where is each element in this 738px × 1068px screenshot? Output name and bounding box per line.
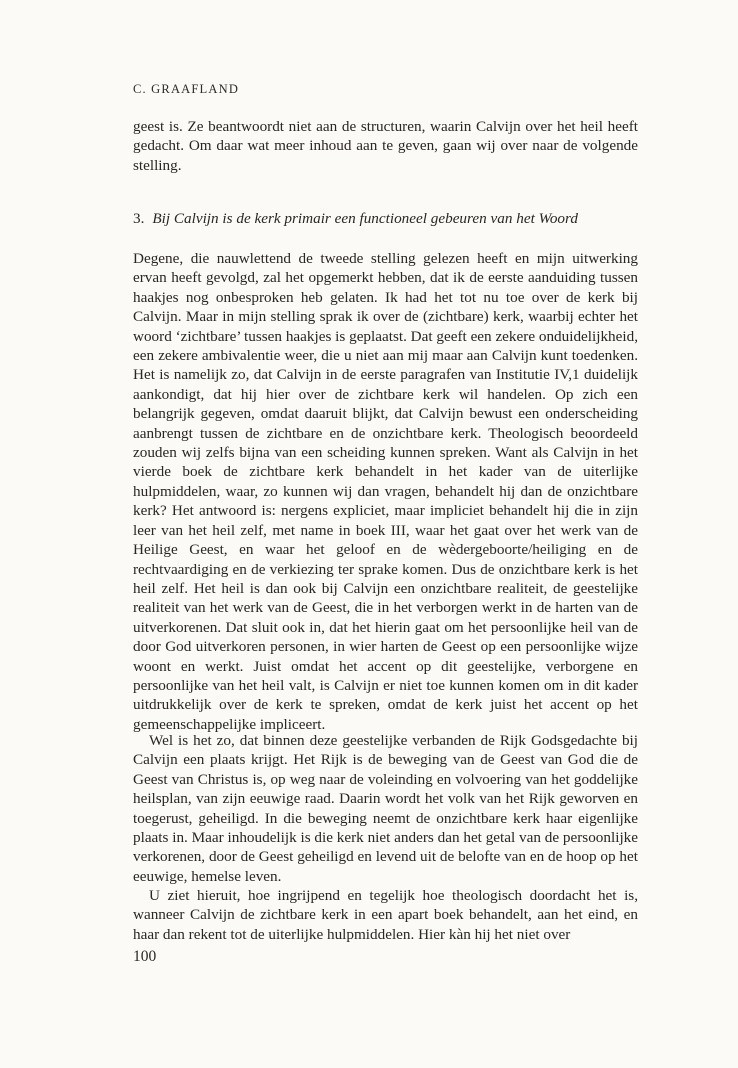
paragraph-text: geest is. Ze beantwoordt niet aan de structuren, waarin Calvijn over het heil heeft gedacht. Om daar wat meer inhoud aan te geven, gaan wij over naar de volgende stelling.	[133, 118, 638, 174]
paragraph-continuation	[133, 117, 638, 175]
paragraph-text: Degene, die nauwlettend de tweede stelling gelezen heeft en mijn uitwerking ervan heeft gevolgd, zal het opgemerkt hebben, dat ik de eerste aanduiding tussen haakjes nog onbesproken heb gelaten. Ik had het tot nu toe over de kerk bij Calvijn. Maar in mijn stelling sprak ik over de (zichtbare) kerk, waarbij echter het woord ‘zichtbare’ tussen haakjes is geplaatst. Dat geeft een zekere onduidelijkheid, een zekere ambivalentie weer, die u niet aan mij maar aan Calvijn kunt toedenken. Het is namelijk zo, dat Calvijn in de eerste paragrafen van Institutie IV,1 duidelijk aankondigt, dat hij hier over de zichtbare kerk wil handelen. Op zich een belangrijk gegeven, omdat daaruit blijkt, dat Calvijn bewust een onderscheiding aanbrengt tussen de zichtbare en de onzichtbare kerk. Theologisch beoordeeld zouden wij zelfs bijna van een scheiding kunnen spreken. Want als Calvijn in het vierde boek de zichtbare kerk behandelt in het kader van de uiterlijke hulpmiddelen, waar, zo kunnen wij dan vragen, behandelt hij dan de onzichtbare kerk? Het antwoord is: nergens expliciet, maar impliciet behandelt hij die in zijn leer van het heil zelf, met name in boek III, waar het gaat over het werk van de Heilige Geest, en waar het geloof en de wèdergeboorte/heiliging en de rechtvaardiging en de verkiezing ter sprake komen. Dus de onzichtbare kerk is het heil zelf. Het heil is dan ook bij Calvijn een onzichtbare realiteit, de geestelijke realiteit van het werk van de Geest, die in het verborgen werkt in de harten van de uitverkorenen. Dat sluit ook in, dat het hierin gaat om het persoonlijke heil van de door God uitverkoren personen, in wier harten de Geest op een persoonlijke wijze woont en werkt. Juist omdat het accent op dit geestelijke, verborgene en persoonlijke van het heil valt, is Calvijn er niet toe kunnen komen om in dit kader uitdrukkelijk over de kerk te spreken, omdat de kerk juist het accent op het gemeenschappelijke impliceert.	[133, 250, 638, 733]
paragraph-rijk	[133, 731, 638, 886]
paragraph-text: U ziet hieruit, hoe ingrijpend en tegelijk hoe theologisch doordacht het is, wanneer Calvijn de zichtbare kerk in een apart boek behandelt, aan het eind, en haar dan rekent tot de uiterlijke hulpmiddelen. Hier kàn hij het niet over	[133, 887, 638, 943]
paragraph-main	[133, 249, 638, 734]
page-number: 100	[133, 948, 157, 965]
section-heading	[133, 209, 643, 229]
section-title: Bij Calvijn is de kerk primair een functioneel gebeuren van het Woord	[152, 210, 578, 227]
paragraph-text: Wel is het zo, dat binnen deze geestelijke verbanden de Rijk Godsgedachte bij Calvijn een plaats krijgt. Het Rijk is de beweging van de Geest van God die de Geest van Christus is, op weg naar de voleinding en volvoering van het goddelijke heilsplan, van zijn eeuwige raad. Daarin wordt het volk van het Rijk geworven en toegerust, geheiligd. In die beweging neemt de onzichtbare kerk haar eigenlijke plaats in. Maar inhoudelijk is die kerk niet anders dan het getal van de persoonlijke verkorenen, door de Geest geheiligd en levend uit de belofte van en de hoop op het eeuwige, hemelse leven.	[133, 732, 638, 885]
section-number: 3.	[133, 210, 145, 227]
running-head: C. GRAAFLAND	[133, 82, 240, 96]
paragraph-conclusion	[133, 886, 638, 944]
